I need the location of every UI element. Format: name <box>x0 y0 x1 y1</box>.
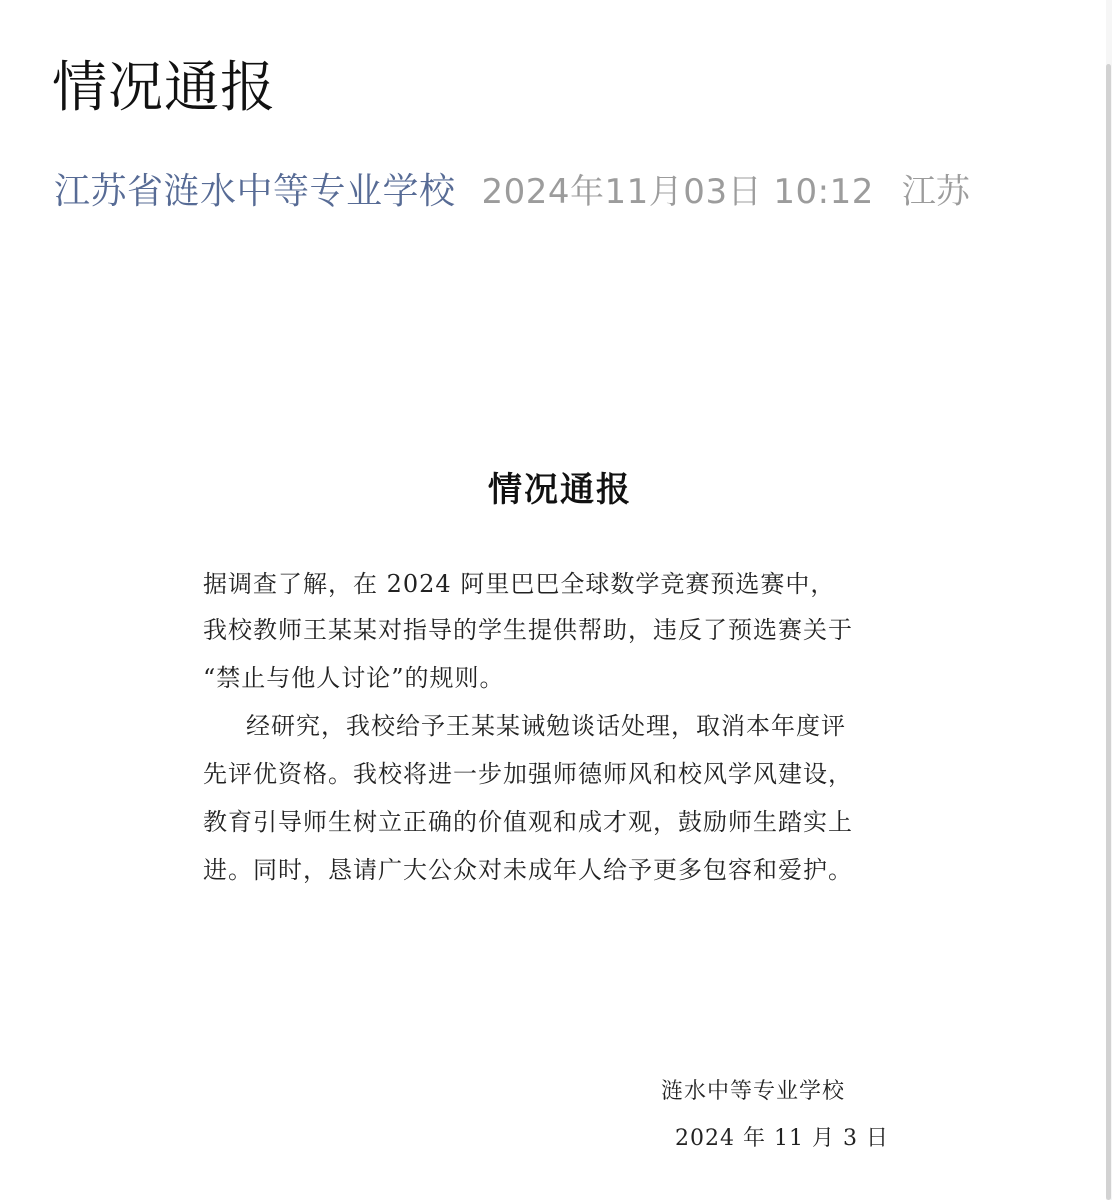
notice-paragraph-line: 我校教师王某某对指导的学生提供帮助，违反了预选赛关于 <box>203 616 853 644</box>
article-title: 情况通报 <box>52 55 277 119</box>
scrollbar-thumb[interactable] <box>1106 64 1111 1200</box>
notice-paragraph-line: 经研究，我校给予王某某诫勉谈话处理，取消本年度评 <box>246 712 846 740</box>
account-name-link[interactable]: 江苏省涟水中等专业学校 <box>54 170 456 212</box>
notice-paragraph-line: 据调查了解，在 2024 阿里巴巴全球数学竞赛预选赛中， <box>203 570 836 598</box>
notice-paragraph-line: 先评优资格。我校将进一步加强师德师风和校风学风建设， <box>203 760 853 788</box>
notice-paragraph-line: 进。同时，恳请广大公众对未成年人给予更多包容和爱护。 <box>203 856 853 884</box>
publish-location: 江苏 <box>901 171 970 212</box>
publish-time: 2024年11月03日 10:12 <box>481 171 874 212</box>
notice-image <box>150 420 970 1180</box>
article-meta <box>54 162 970 214</box>
notice-signature: 涟水中等专业学校 <box>661 1079 846 1104</box>
notice-title: 情况通报 <box>488 470 632 510</box>
notice-paragraph-line: “禁止与他人讨论”的规则。 <box>203 664 505 692</box>
notice-date: 2024 年 11 月 3 日 <box>675 1126 889 1151</box>
notice-paragraph-line: 教育引导师生树立正确的价值观和成才观，鼓励师生踏实上 <box>203 808 853 836</box>
